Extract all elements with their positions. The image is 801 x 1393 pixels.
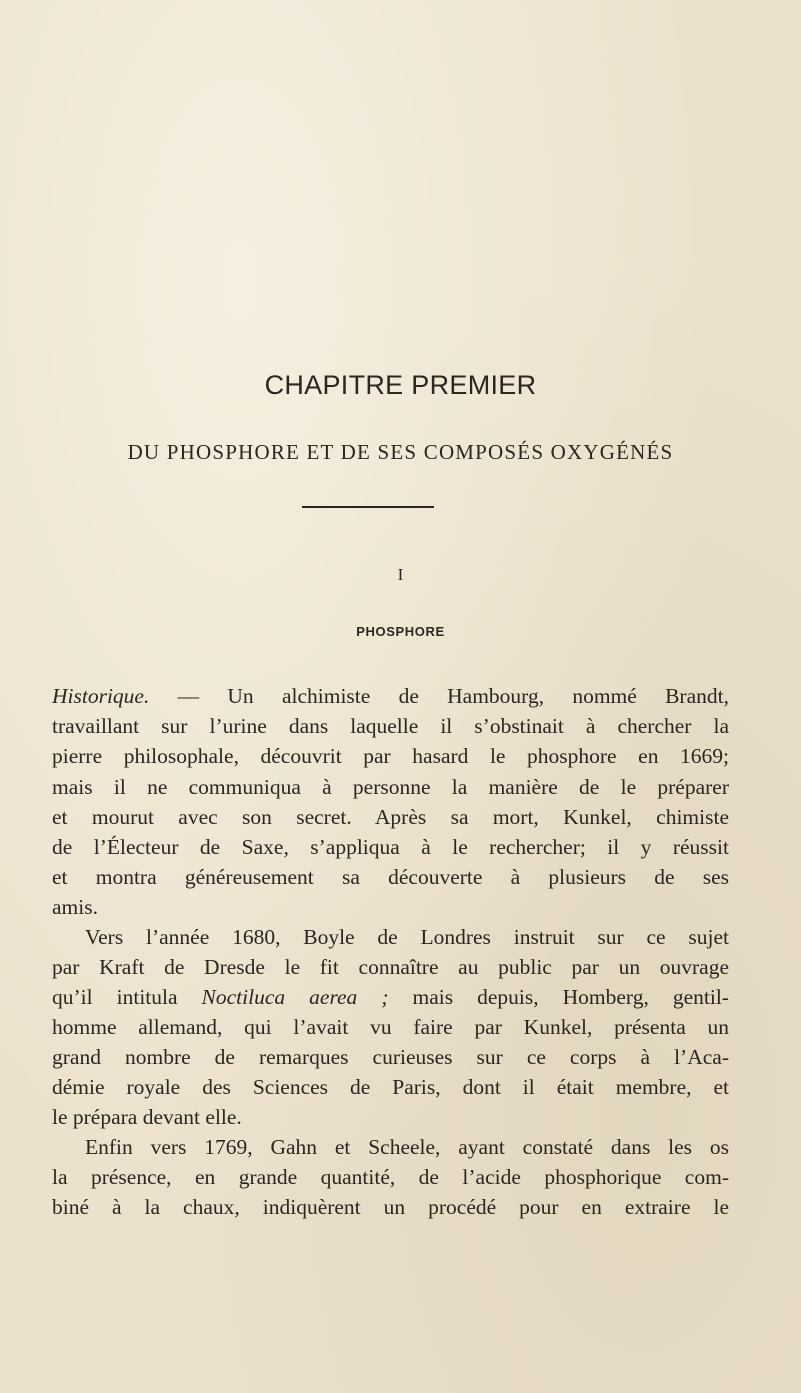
book-title-italic: Noctiluca aerea ; <box>201 985 389 1009</box>
paragraph-line: et mourut avec son secret. Après sa mort, Kunkel, chimiste <box>52 805 729 829</box>
paragraph-line: par Kraft de Dresde le fit connaître au public par un ouvrage <box>52 955 729 979</box>
paragraph-line: travaillant sur l’urine dans laquelle il s’obstinait à chercher la <box>52 714 729 738</box>
section-divider <box>302 506 434 508</box>
paragraph-line: mais il ne communiqua à personne la manière de le préparer <box>52 775 729 799</box>
paragraph-line-text: — Un alchimiste de Hambourg, nommé Brandt, <box>149 684 729 708</box>
paragraph-line <box>52 984 729 1010</box>
paragraph-line: le prépara devant elle. <box>52 1105 242 1129</box>
paragraph-line: grand nombre de remarques curieuses sur ce corps à l’Aca- <box>52 1045 729 1069</box>
section-title: PHOSPHORE <box>356 624 445 639</box>
paragraph-lead-heading: Historique. <box>52 684 150 708</box>
paragraph-line: pierre philosophale, découvrit par hasard le phosphore en 1669; <box>52 744 729 768</box>
section-number: I <box>397 565 404 584</box>
paragraph-line-text: mais depuis, Homberg, gentil- <box>388 985 729 1009</box>
paragraph-line: biné à la chaux, indiquèrent un procédé pour en extraire le <box>52 1195 729 1219</box>
chapter-subtitle: DU PHOSPHORE ET DE SES COMPOSÉS OXYGÉNÉS <box>127 440 674 464</box>
paragraph-line: homme allemand, qui l’avait vu faire par Kunkel, présenta un <box>52 1015 729 1039</box>
paragraph-line: amis. <box>52 895 98 919</box>
paragraph-line: Vers l’année 1680, Boyle de Londres instruit sur ce sujet <box>85 925 729 949</box>
paragraph-line-text: qu’il intitula <box>52 985 202 1009</box>
paragraph-line: et montra généreusement sa découverte à plusieurs de ses <box>52 865 729 889</box>
paragraph-line: démie royale des Sciences de Paris, dont il était membre, et <box>52 1075 729 1099</box>
paragraph-line: la présence, en grande quantité, de l’acide phosphorique com- <box>52 1165 729 1189</box>
paragraph-line <box>52 683 729 709</box>
paragraph-line: Enfin vers 1769, Gahn et Scheele, ayant constaté dans les os <box>85 1135 729 1159</box>
paragraph-line: de l’Électeur de Saxe, s’appliqua à le rechercher; il y réussit <box>52 835 729 859</box>
chapter-title: CHAPITRE PREMIER <box>264 370 537 400</box>
